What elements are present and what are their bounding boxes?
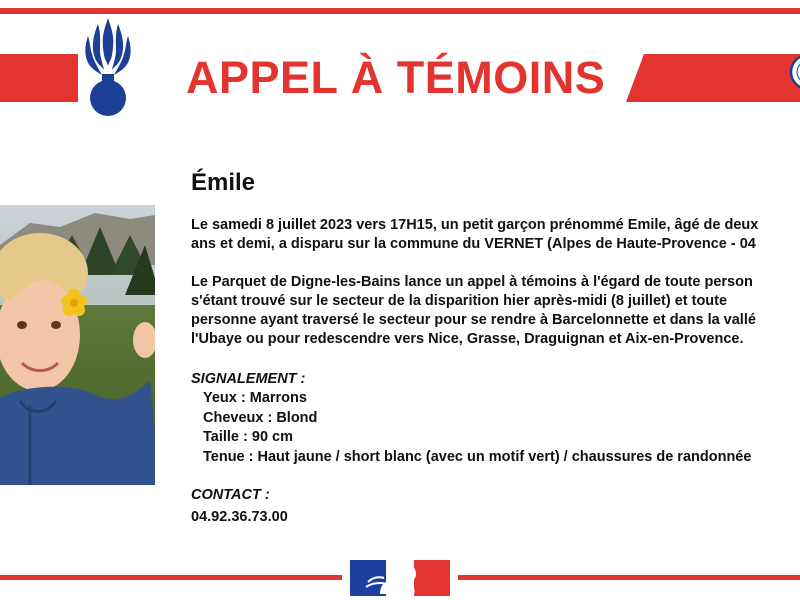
contact-phone: 04.92.36.73.00 [191,509,288,525]
person-name: Émile [191,169,256,196]
paragraph-line: l'Ubaye ou pour redescendre vers Nice, Grasse, Draguignan et Aix-en-Provence. [191,331,744,347]
paragraph-line: personne ayant traversé le secteur pour se rendre à Barcelonnette et dans la vallé [191,312,756,328]
bottom-red-rule-right [458,575,800,580]
signalement-list [203,389,751,467]
signalement-hair: Cheveux : Blond [203,409,318,426]
child-photo [0,205,155,485]
signalement-outfit: Tenue : Haut jaune / short blanc (avec un motif vert) / chaussures de randonnée [203,448,752,465]
appeal-paragraph [191,273,800,349]
paragraph-line: Le samedi 8 juillet 2023 vers 17H15, un petit garçon prénommé Emile, âgé de deux [191,217,759,233]
seal-icon [788,52,800,92]
signalement-heading: SIGNALEMENT : [191,371,306,387]
contact-heading: CONTACT : [191,487,270,503]
gendarmerie-grenade-icon [78,16,138,134]
top-red-rule [0,8,800,14]
page-title: APPEL À TÉMOINS [186,52,606,103]
signalement-height: Taille : 90 cm [203,429,293,445]
paragraph-line: s'étant trouvé sur le secteur de la disparition hier après-midi (8 juillet) et toute [191,293,728,309]
disappearance-paragraph [191,216,800,254]
signalement-eyes: Yeux : Marrons [203,390,307,406]
header-band-left [0,54,80,102]
header-band-right [644,54,800,102]
paragraph-line: Le Parquet de Digne-les-Bains lance un appel à témoins à l'égard de toute person [191,274,753,290]
bottom-red-rule-left [0,575,342,580]
appeal-text [191,216,800,349]
paragraph-line: ans et demi, a disparu sur la commune du VERNET (Alpes de Haute-Provence - 04 [191,236,756,252]
republique-francaise-logo [350,560,450,596]
